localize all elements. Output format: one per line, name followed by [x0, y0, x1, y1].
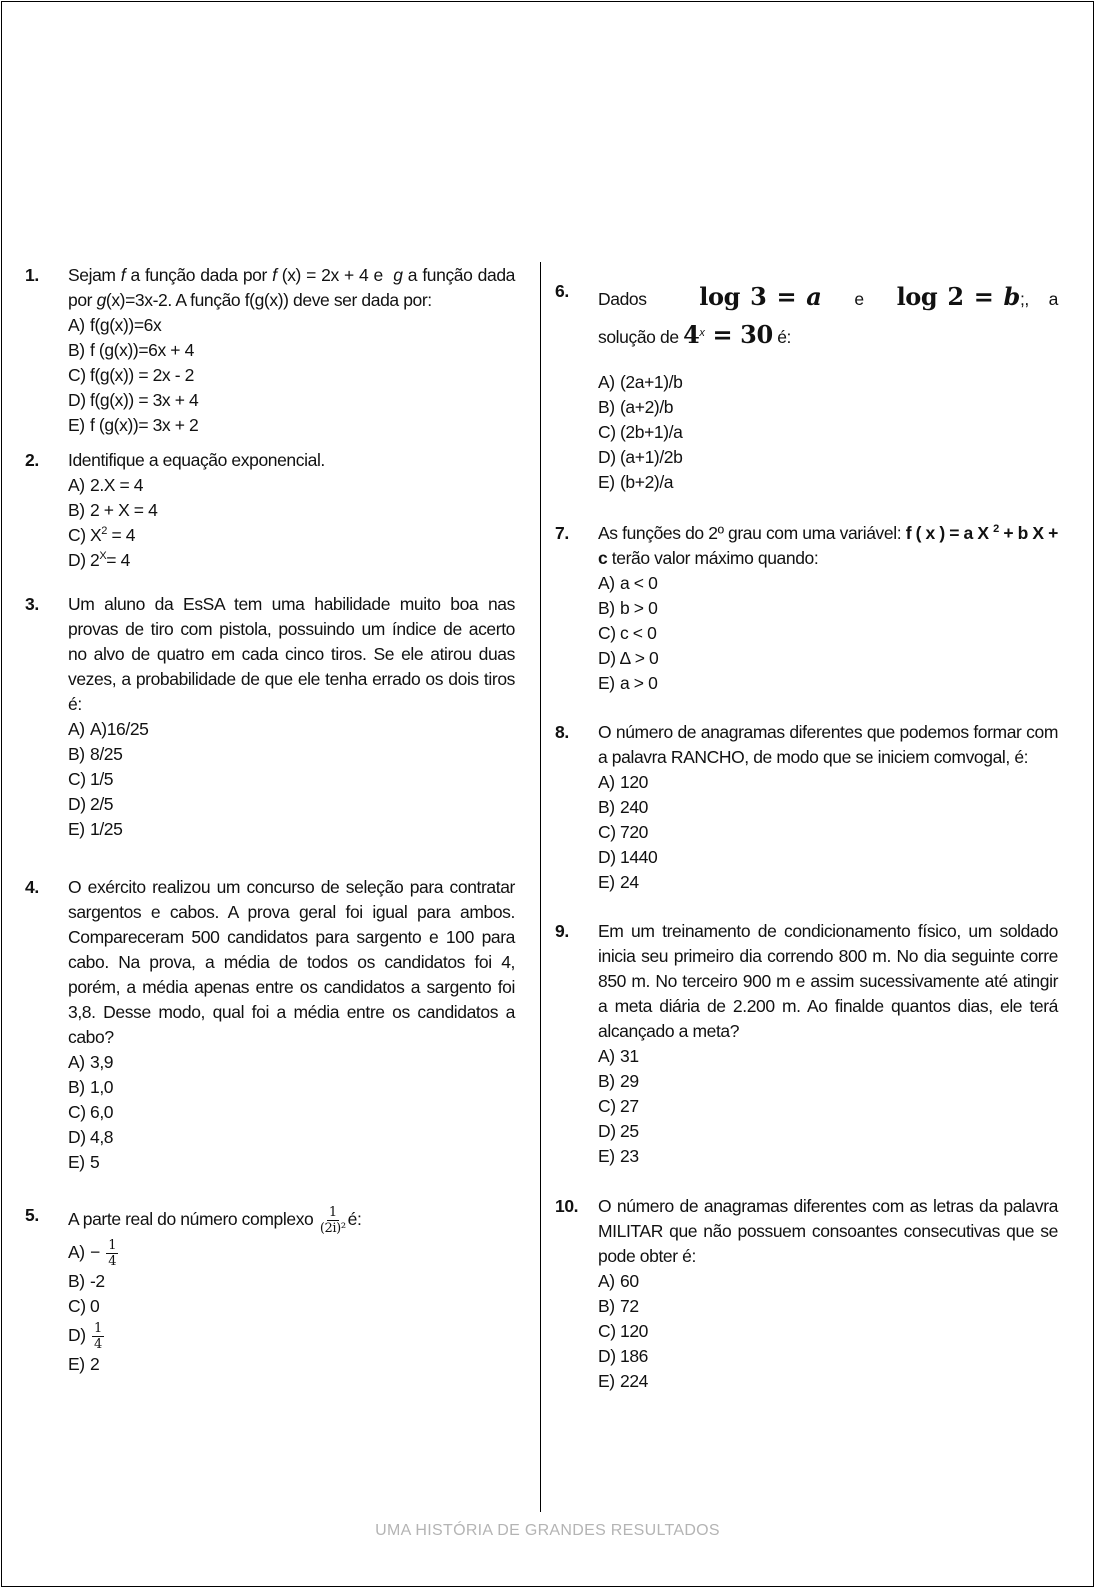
text-segment: terão valor máximo quando: [607, 548, 819, 568]
fraction-denominator: 4 [108, 1253, 117, 1269]
question-8 [555, 720, 1063, 895]
text-segment: 2 + X = 4 [90, 500, 158, 520]
text-segment: + b X + c [598, 523, 1063, 568]
option-label: D) [68, 550, 86, 570]
option-label: A) [68, 1052, 85, 1072]
text-segment: = 4 [107, 525, 136, 545]
question-stem [598, 919, 1063, 1044]
answer-options [68, 1050, 515, 1175]
text-segment: f(g(x))=6x [90, 315, 162, 335]
text-segment: 240 [620, 797, 648, 817]
text-segment: = 4 [106, 550, 130, 570]
answer-option-c[interactable] [598, 820, 1058, 845]
fraction [92, 1321, 104, 1352]
text-segment: Sejam [68, 265, 121, 285]
answer-option-e[interactable] [68, 817, 515, 842]
answer-option-d[interactable] [598, 1344, 1058, 1369]
text-segment: 2 [90, 550, 100, 570]
option-label: B) [598, 797, 615, 817]
text-segment: X [90, 525, 102, 545]
answer-option-b[interactable] [598, 1069, 1058, 1094]
option-label: D) [68, 794, 86, 814]
text-segment: f(g(x)) = 3x + 4 [90, 390, 199, 410]
text-segment: f (g(x))=6x + 4 [90, 340, 194, 360]
answer-options [68, 473, 515, 573]
answer-options [598, 370, 1058, 495]
fraction-numerator: 1 [328, 1204, 337, 1220]
answer-option-d[interactable] [68, 388, 515, 413]
question-number: 8. [555, 722, 569, 742]
answer-option-b[interactable] [598, 596, 1058, 621]
text-segment: (2a+1)/b [620, 372, 683, 392]
answer-options [598, 1044, 1058, 1169]
math-expression: b [1003, 282, 1020, 311]
option-label: C) [68, 365, 86, 385]
text-segment: (b+2)/a [620, 472, 674, 492]
question-stem [68, 1203, 515, 1236]
math-expression: a [806, 282, 822, 311]
text-segment: é: [772, 327, 792, 347]
option-label: E) [68, 415, 85, 435]
answer-option-c[interactable] [68, 523, 515, 548]
question-stem [598, 720, 1063, 770]
text-segment: 23 [620, 1146, 639, 1166]
option-label: E) [598, 872, 615, 892]
answer-option-d[interactable] [68, 1319, 515, 1352]
answer-option-a[interactable] [598, 1269, 1058, 1294]
text-segment: Um aluno da EsSA tem uma habilidade muito boa nas provas de tiro com pistola, possuindo um índice de acerto no alvo de quatro em cada cinco tiros. Se ele atirou duas vezes, a probabilidade de que ele tenha errado os dois tiros é: [68, 594, 520, 714]
question-number: 6. [555, 281, 569, 301]
text-segment: 1,0 [90, 1077, 114, 1097]
text-segment: 60 [620, 1271, 639, 1291]
question-10 [555, 1194, 1063, 1394]
text-segment: 120 [620, 772, 648, 792]
text-segment: b > 0 [620, 598, 658, 618]
option-label: B) [598, 598, 615, 618]
option-label: B) [68, 1270, 85, 1291]
text-segment: Identifique a equação exponencial. [68, 450, 325, 470]
question-stem [68, 875, 520, 1050]
text-segment: a < 0 [620, 573, 658, 593]
text-segment: é: [347, 1209, 362, 1229]
answer-options [68, 717, 515, 842]
answer-option-a[interactable] [68, 1050, 515, 1075]
text-segment: f [120, 265, 126, 285]
option-label: C) [68, 769, 86, 789]
math-expression: log 2 = [896, 282, 1004, 311]
text-segment: 6,0 [90, 1102, 114, 1122]
text-segment: (x)=3x-2. A função f(g(x)) deve ser dada por: [105, 290, 432, 310]
answer-option-c[interactable] [598, 420, 1058, 445]
option-label: B) [68, 500, 85, 520]
column-divider [540, 262, 541, 1512]
answer-option-a[interactable] [68, 717, 515, 742]
text-segment: f(g(x)) = 2x - 2 [90, 365, 194, 385]
option-label: A) [598, 772, 615, 792]
text-segment: 2 [101, 525, 107, 537]
question-stem [598, 279, 1063, 355]
option-label: D) [68, 1324, 86, 1345]
option-label: D) [68, 1127, 86, 1147]
right-column [555, 279, 1063, 1394]
question-number: 1. [25, 265, 39, 285]
question-number: 9. [555, 921, 569, 941]
answer-option-a[interactable] [598, 770, 1058, 795]
fraction [320, 1205, 346, 1236]
question-number: 5. [25, 1205, 39, 1225]
answer-option-e[interactable] [68, 413, 515, 438]
option-label: A) [68, 1241, 85, 1262]
option-label: C) [598, 422, 616, 442]
question-stem [598, 521, 1063, 571]
question-1 [25, 263, 520, 438]
answer-option-b[interactable] [598, 395, 1058, 420]
fraction-denominator: (2i)² [319, 1220, 346, 1236]
question-9 [555, 919, 1063, 1169]
option-label: D) [598, 1121, 616, 1141]
answer-option-d[interactable] [598, 445, 1058, 470]
option-label: C) [598, 1321, 616, 1341]
option-label: C) [68, 1295, 86, 1316]
question-2 [25, 448, 515, 573]
math-expression: 4 [683, 320, 700, 349]
answer-option-d[interactable] [68, 548, 515, 573]
fraction [106, 1238, 118, 1269]
question-stem [68, 592, 520, 717]
answer-options [68, 313, 515, 438]
text-segment: 2 [90, 1353, 100, 1374]
text-segment: 8/25 [90, 744, 123, 764]
text-segment: c < 0 [620, 623, 657, 643]
answer-options [598, 1269, 1058, 1394]
text-segment: 0 [90, 1295, 100, 1316]
text-segment: A)16/25 [90, 719, 149, 739]
answer-option-e[interactable] [598, 1369, 1058, 1394]
option-label: D) [598, 847, 616, 867]
question-stem [68, 448, 515, 473]
answer-option-b[interactable] [68, 742, 515, 767]
text-segment: (2b+1)/a [620, 422, 683, 442]
text-segment: 25 [620, 1121, 639, 1141]
text-segment: 31 [620, 1046, 639, 1066]
text-segment: g [393, 265, 403, 285]
text-segment: 2.X = 4 [90, 475, 144, 495]
option-label: C) [598, 623, 616, 643]
left-column [25, 263, 520, 1377]
answer-option-b[interactable] [598, 795, 1058, 820]
text-segment: 72 [620, 1296, 639, 1316]
answer-options [598, 571, 1058, 696]
text-segment: a função dada por [125, 265, 273, 285]
option-label: C) [598, 822, 616, 842]
option-label: A) [598, 372, 615, 392]
answer-option-a[interactable] [598, 1044, 1058, 1069]
text-segment: 224 [620, 1371, 648, 1391]
answer-option-e[interactable] [598, 470, 1058, 495]
answer-option-d[interactable] [598, 845, 1058, 870]
answer-option-e[interactable] [598, 671, 1058, 696]
answer-option-b[interactable] [598, 1294, 1058, 1319]
text-segment: Em um treinamento de condicionamento físico, um soldado inicia seu primeiro dia correndo 800 m. No dia seguinte corre 850 m. No terceiro 900 m e assim sucessivamente até atingir a meta diária de 2.200 m. Ao finalde quantos dias, ele terá alcançado a meta? [598, 921, 1063, 1041]
text-segment: 2 [993, 523, 999, 535]
option-label: B) [68, 340, 85, 360]
text-segment: O número de anagramas diferentes que podemos formar com a palavra RANCHO, de modo que se iniciem comvogal, é: [598, 722, 1063, 767]
option-label: E) [68, 1152, 85, 1172]
answer-option-c[interactable] [68, 1294, 515, 1319]
fraction-numerator: 1 [94, 1320, 102, 1336]
question-7 [555, 521, 1063, 696]
answer-option-c[interactable] [598, 621, 1058, 646]
text-segment: − [90, 1241, 105, 1262]
question-4 [25, 875, 520, 1175]
answer-option-c[interactable] [598, 1319, 1058, 1344]
text-segment: O exército realizou um concurso de seleção para contratar sargentos e cabos. A prova geral foi igual para ambos. Compareceram 500 candidatos para sargento e 100 para cabo. Na prova, a média de todos os candidatos foi 4, porém, a média apenas entre os candidatos a sargento foi 3,8. Desse modo, qual foi a média entre os candidatos a cabo? [68, 877, 520, 1047]
text-segment: 720 [620, 822, 648, 842]
answer-option-b[interactable] [68, 1075, 515, 1100]
text-segment: ;, a solução de [598, 289, 1063, 347]
answer-option-b[interactable] [68, 1269, 515, 1294]
answer-option-a[interactable] [598, 370, 1058, 395]
math-expression: log 3 = [699, 282, 807, 311]
text-segment: a > 0 [620, 673, 658, 693]
option-label: A) [598, 1271, 615, 1291]
text-segment: a função dada por [68, 265, 520, 310]
option-label: B) [598, 1296, 615, 1316]
answer-option-d[interactable] [598, 1119, 1058, 1144]
text-segment: 2/5 [90, 794, 114, 814]
option-label: A) [598, 573, 615, 593]
text-segment: (x) = 2x + 4 e [276, 265, 394, 285]
answer-option-e[interactable] [598, 870, 1058, 895]
answer-option-e[interactable] [68, 1150, 515, 1175]
question-number: 2. [25, 450, 39, 470]
text-segment: O número de anagramas diferentes com as letras da palavra MILITAR que não possuem consoantes consecutivas que se pode obter é: [598, 1196, 1063, 1266]
question-3 [25, 592, 520, 842]
text-segment: 3,9 [90, 1052, 114, 1072]
question-stem [598, 1194, 1063, 1269]
question-number: 3. [25, 594, 39, 614]
question-number: 10. [555, 1196, 579, 1216]
option-label: B) [598, 1071, 615, 1091]
option-label: D) [598, 447, 616, 467]
option-label: C) [598, 1096, 616, 1116]
text-segment: (a+2)/b [620, 397, 674, 417]
fraction-denominator: 4 [94, 1336, 102, 1352]
option-label: D) [598, 1346, 616, 1366]
question-stem [68, 263, 520, 313]
text-segment: 1440 [620, 847, 658, 867]
answer-option-e[interactable] [68, 1352, 515, 1377]
answer-option-a[interactable] [598, 571, 1058, 596]
text-segment: 4,8 [90, 1127, 114, 1147]
text-segment: f ( x ) = a X [905, 523, 994, 543]
text-segment: Dados [598, 289, 700, 309]
text-segment: -2 [90, 1270, 105, 1291]
text-segment: 1/5 [90, 769, 114, 789]
question-number: 7. [555, 523, 569, 543]
answer-option-b[interactable] [68, 338, 515, 363]
text-segment: e [821, 289, 897, 309]
answer-option-a[interactable] [68, 473, 515, 498]
answer-option-b[interactable] [68, 498, 515, 523]
option-label: C) [68, 525, 86, 545]
question-number: 4. [25, 877, 39, 897]
option-label: D) [68, 390, 86, 410]
text-segment: f (g(x))= 3x + 2 [90, 415, 199, 435]
answer-option-c[interactable] [68, 1100, 515, 1125]
answer-option-a[interactable] [68, 313, 515, 338]
text-segment: 120 [620, 1321, 648, 1341]
answer-option-d[interactable] [68, 1125, 515, 1150]
question-6 [555, 279, 1063, 495]
option-label: E) [68, 1353, 85, 1374]
text-segment: X [99, 550, 107, 562]
text-segment: A parte real do número complexo [68, 1209, 318, 1229]
option-label: E) [598, 1146, 615, 1166]
text-segment: 27 [620, 1096, 639, 1116]
option-label: A) [68, 719, 85, 739]
text-segment: f [272, 265, 277, 285]
answer-option-c[interactable] [68, 363, 515, 388]
answer-options [598, 770, 1058, 895]
option-label: A) [68, 315, 85, 335]
question-5 [25, 1203, 515, 1377]
text-segment: g [96, 290, 106, 310]
text-segment: As funções do 2º grau com uma variável: [598, 523, 906, 543]
answer-option-d[interactable] [598, 646, 1058, 671]
footer-text: UMA HISTÓRIA DE GRANDES RESULTADOS [375, 1522, 720, 1539]
option-label: E) [68, 819, 85, 839]
option-label: B) [68, 744, 85, 764]
math-expression: = 30 [704, 320, 773, 349]
answer-option-c[interactable] [598, 1094, 1058, 1119]
answer-options [68, 1236, 515, 1377]
text-segment: 24 [620, 872, 639, 892]
option-label: E) [598, 1371, 615, 1391]
text-segment: 1/25 [90, 819, 123, 839]
answer-option-a[interactable] [68, 1236, 515, 1269]
option-label: A) [68, 475, 85, 495]
option-label: A) [598, 1046, 615, 1066]
text-segment: (a+1)/2b [620, 447, 683, 467]
option-label: C) [68, 1102, 86, 1122]
text-segment: x [699, 327, 705, 339]
option-label: B) [598, 397, 615, 417]
option-label: E) [598, 673, 615, 693]
text-segment: 29 [620, 1071, 639, 1091]
text-segment: ∆ > 0 [620, 648, 659, 668]
answer-option-d[interactable] [68, 792, 515, 817]
answer-option-e[interactable] [598, 1144, 1058, 1169]
text-segment: 186 [620, 1346, 648, 1366]
option-label: E) [598, 472, 615, 492]
option-label: D) [598, 648, 616, 668]
option-label: B) [68, 1077, 85, 1097]
fraction-numerator: 1 [108, 1237, 117, 1253]
answer-option-c[interactable] [68, 767, 515, 792]
text-segment: 5 [90, 1152, 100, 1172]
